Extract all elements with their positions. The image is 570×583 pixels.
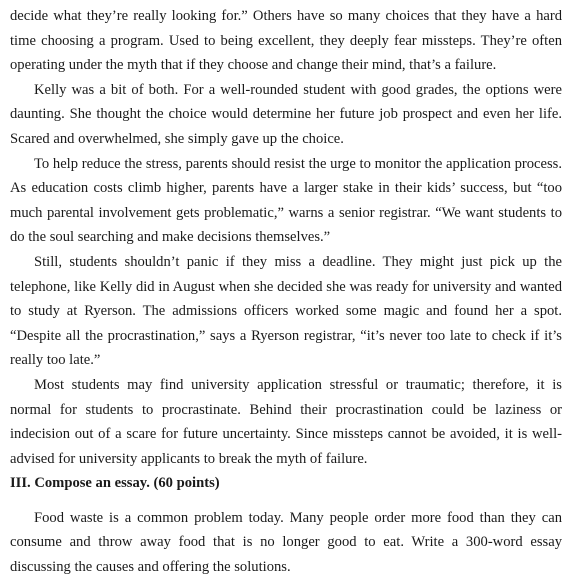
paragraph-4: Still, students shouldn’t panic if they miss a deadline. They might just pick up the telephone, like Kelly did in August when she decided she was ready for university and wanted to study at Ryerson. The admissions officers worked some magic and found her a spot. “Despite all the procrastination,” says a Ryerson registrar, “it’s never too late to check if it’s really too late.” [10, 253, 562, 369]
section-heading: III. Compose an essay. (60 points) [10, 475, 220, 492]
document-page [10, 4, 562, 580]
section-spacer [10, 496, 562, 506]
essay-prompt: Food waste is a common problem today. Many people order more food than they can consume and throw away food that is no longer good to eat. Write a 300-word essay discussing the causes and offering the solutions. [10, 509, 562, 576]
paragraph-3: To help reduce the stress, parents should resist the urge to monitor the application process. As education costs climb higher, parents have a larger stake in their kids’ success, but “too much parental involvement gets problematic,” warns a senior registrar. “We want students to do the soul searching and make decisions themselves.” [10, 155, 562, 246]
paragraph-1: decide what they’re really looking for.” Others have so many choices that they have a hard time choosing a program. Used to being excellent, they deeply fear missteps. They’re often operating under the myth that if they choose and change their mind, that’s a failure. [10, 8, 562, 74]
paragraph-2: Kelly was a bit of both. For a well-rounded student with good grades, the options were daunting. She thought the choice would determine her future job prospect and even her life. Scared and overwhelmed, she simply gave up the choice. [10, 81, 562, 147]
paragraph-5: Most students may find university application stressful or traumatic; therefore, it is normal for students to procrastinate. Behind their procrastination could be laziness or indecision out of a scare for future uncertainty. Since missteps cannot be avoided, it is well-advised for university applicants to break the myth of failure. [10, 376, 562, 467]
